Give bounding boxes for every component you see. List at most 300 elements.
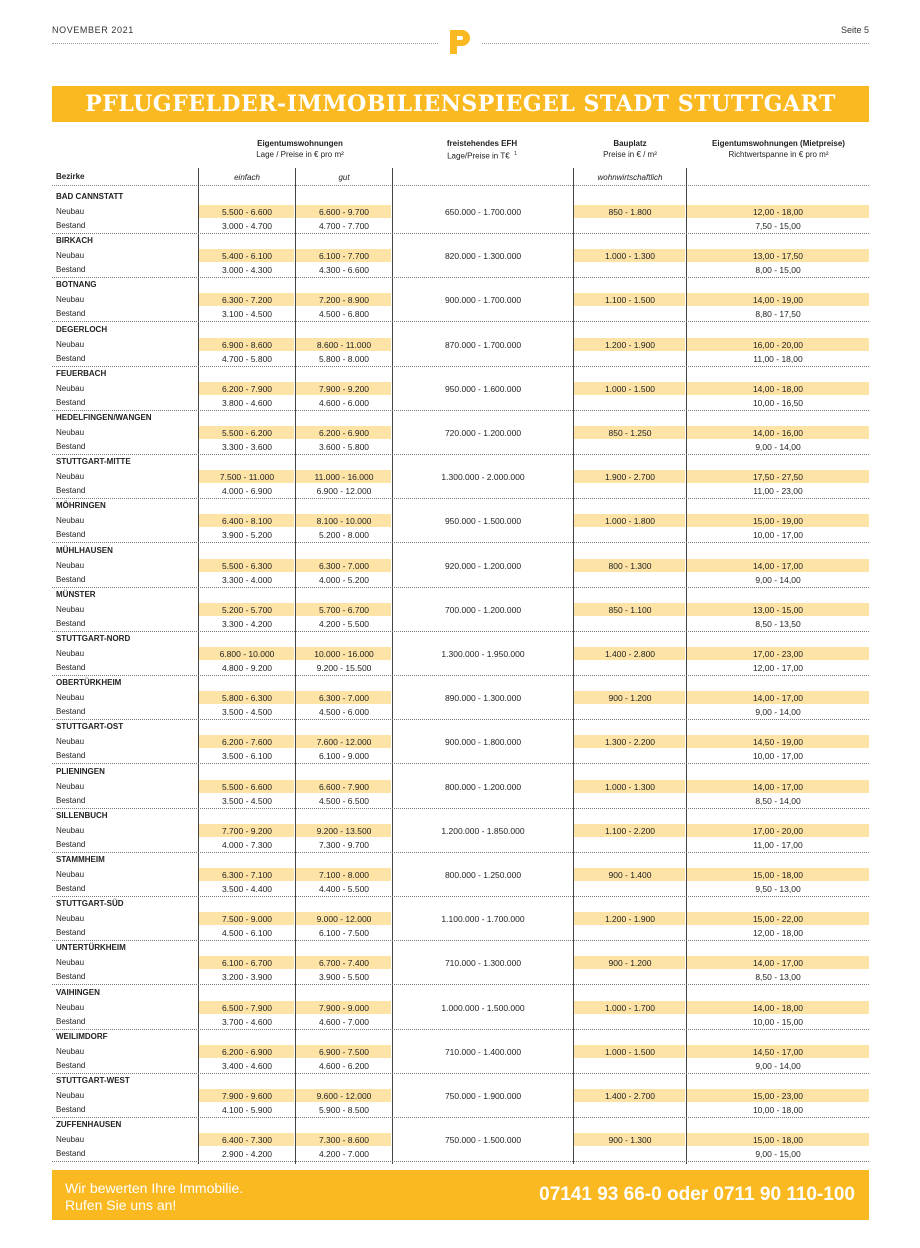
table-cell: 11,00 - 23,00 bbox=[753, 486, 803, 497]
table-row-bestand bbox=[52, 352, 869, 367]
row-label-bestand: Bestand bbox=[56, 221, 86, 230]
table-cell: 1.200 - 1.900 bbox=[604, 339, 656, 350]
row-label-bestand: Bestand bbox=[56, 839, 86, 849]
district-name: STUTTGART-WEST bbox=[56, 1076, 130, 1085]
col-header-miet-sub: Richtwertspanne in € pro m² bbox=[728, 150, 829, 159]
table-cell: 6.200 - 6.900 bbox=[318, 428, 370, 438]
district-name: FEUERBACH bbox=[56, 368, 107, 378]
table-cell: 6.900 - 7.500 bbox=[318, 1046, 370, 1057]
table-cell: 5.200 - 8.000 bbox=[318, 530, 370, 541]
table-row-bestand bbox=[52, 617, 869, 632]
table-cell: 6.800 - 10.000 bbox=[219, 649, 275, 659]
table-cell: 6.500 - 7.900 bbox=[221, 1002, 273, 1013]
table-cell: 6.100 - 7.700 bbox=[318, 251, 370, 262]
table-row-neubau bbox=[52, 1045, 869, 1059]
table-cell: 890.000 - 1.300.000 bbox=[444, 693, 522, 704]
table-row-bestand bbox=[52, 484, 869, 499]
table-cell: 3.500 - 4.500 bbox=[221, 795, 273, 806]
table-cell: 1.400 - 2.700 bbox=[604, 1091, 656, 1101]
district-name: STAMMHEIM bbox=[56, 855, 105, 864]
col-header-wohnwirtschaftlich: wohnwirtschaftlich bbox=[597, 173, 663, 182]
col-header-gut: gut bbox=[338, 173, 350, 182]
table-cell: 1.000 - 1.700 bbox=[604, 1002, 656, 1013]
district-block bbox=[52, 941, 869, 985]
table-row-neubau bbox=[52, 603, 869, 617]
district-block bbox=[52, 676, 869, 720]
table-cell: 9.200 - 15.500 bbox=[316, 663, 372, 673]
table-cell: 9.600 - 12.000 bbox=[316, 1091, 372, 1101]
table-cell: 7.600 - 12.000 bbox=[316, 737, 372, 748]
table-row-bestand bbox=[52, 970, 869, 985]
district-block bbox=[52, 278, 869, 322]
table-cell: 4.000 - 5.200 bbox=[318, 574, 370, 585]
row-label-bestand: Bestand bbox=[56, 884, 86, 893]
row-label-neubau: Neubau bbox=[56, 781, 85, 791]
row-label-bestand: Bestand bbox=[56, 265, 86, 275]
table-cell: 4.500 - 6.500 bbox=[318, 795, 370, 806]
table-cell: 850 - 1.250 bbox=[608, 428, 652, 438]
table-cell: 9,00 - 14,00 bbox=[755, 574, 801, 585]
table-cell: 7.700 - 9.200 bbox=[221, 825, 273, 836]
table-cell: 14,00 - 18,00 bbox=[752, 1002, 804, 1013]
table-cell: 6.100 - 7.500 bbox=[318, 928, 370, 939]
table-row-neubau bbox=[52, 824, 869, 838]
table-cell: 11,00 - 17,00 bbox=[753, 839, 803, 850]
table-row-bestand bbox=[52, 705, 869, 720]
table-row-neubau bbox=[52, 780, 869, 794]
table-cell: 950.000 - 1.500.000 bbox=[444, 516, 522, 527]
district-name: MÖHRINGEN bbox=[56, 501, 106, 511]
row-label-bestand: Bestand bbox=[56, 1016, 86, 1026]
table-cell: 900.000 - 1.800.000 bbox=[444, 737, 522, 748]
table-cell: 3.900 - 5.200 bbox=[221, 530, 273, 541]
table-cell: 1.000 - 1.300 bbox=[604, 251, 656, 262]
table-cell: 6.200 - 6.900 bbox=[221, 1046, 273, 1057]
table-cell: 15,00 - 23,00 bbox=[752, 1091, 804, 1101]
table-cell: 3.800 - 4.600 bbox=[221, 397, 273, 408]
header-page-number: Seite 5 bbox=[840, 25, 869, 35]
table-cell: 3.300 - 3.600 bbox=[221, 442, 273, 452]
table-cell: 4.000 - 6.900 bbox=[221, 486, 273, 497]
district-block bbox=[52, 499, 869, 543]
table-cell: 6.900 - 12.000 bbox=[316, 486, 372, 497]
row-label-bestand: Bestand bbox=[56, 928, 86, 938]
table-cell: 14,00 - 17,00 bbox=[752, 693, 804, 704]
table-row-bestand bbox=[52, 1103, 869, 1118]
row-label-bestand: Bestand bbox=[56, 574, 86, 584]
row-label-bestand: Bestand bbox=[56, 795, 86, 805]
table-cell: 3.000 - 4.700 bbox=[221, 221, 273, 231]
col-header-miet bbox=[688, 138, 869, 160]
table-cell: 8.600 - 11.000 bbox=[316, 339, 372, 350]
row-label-neubau: Neubau bbox=[56, 1046, 85, 1056]
district-block bbox=[52, 765, 869, 809]
table-cell: 5.900 - 8.500 bbox=[318, 1105, 370, 1115]
table-cell: 3.500 - 4.400 bbox=[221, 884, 273, 894]
table-cell: 6.700 - 7.400 bbox=[318, 958, 370, 969]
table-cell: 5.800 - 8.000 bbox=[318, 353, 370, 364]
col-header-bau-sub: Preise in € / m² bbox=[603, 150, 657, 159]
table-cell: 3.300 - 4.200 bbox=[221, 618, 273, 629]
table-cell: 5.500 - 6.600 bbox=[221, 781, 273, 792]
row-label-neubau: Neubau bbox=[56, 560, 85, 570]
table-cell: 11.000 - 16.000 bbox=[314, 472, 374, 483]
table-cell: 4.300 - 6.600 bbox=[318, 265, 370, 276]
district-block bbox=[52, 367, 869, 411]
table-cell: 7.900 - 9.200 bbox=[318, 383, 370, 394]
table-cell: 3.900 - 5.500 bbox=[318, 972, 370, 983]
col-header-etw-sub: Lage / Preise in € pro m² bbox=[256, 150, 344, 159]
row-label-neubau: Neubau bbox=[56, 825, 85, 835]
page-title: PFLUGFELDER-IMMOBILIENSPIEGEL STADT STUTTGART bbox=[85, 91, 836, 117]
row-label-bestand: Bestand bbox=[56, 353, 86, 363]
table-row-bestand bbox=[52, 661, 869, 676]
table-cell: 950.000 - 1.600.000 bbox=[444, 383, 522, 394]
table-cell: 4.700 - 5.800 bbox=[221, 353, 273, 364]
table-cell: 9,50 - 13,00 bbox=[755, 884, 801, 894]
col-header-bezirke: Bezirke bbox=[56, 172, 85, 181]
district-name: BIRKACH bbox=[56, 236, 93, 246]
table-cell: 12,00 - 18,00 bbox=[752, 207, 804, 217]
table-row-neubau bbox=[52, 559, 869, 573]
table-cell: 7.500 - 9.000 bbox=[221, 914, 273, 925]
row-label-neubau: Neubau bbox=[56, 649, 85, 658]
table-cell: 13,00 - 17,50 bbox=[752, 251, 804, 262]
table-cell: 2.900 - 4.200 bbox=[221, 1149, 273, 1160]
table-row-bestand bbox=[52, 1015, 869, 1030]
footer-phone[interactable]: 07141 93 66-0 oder 0711 90 110-100 bbox=[539, 1184, 855, 1205]
table-cell: 6.300 - 7.200 bbox=[221, 295, 273, 306]
table-row-neubau bbox=[52, 249, 869, 263]
table-row-neubau bbox=[52, 956, 869, 970]
table-cell: 4.500 - 6.000 bbox=[318, 707, 370, 718]
row-label-bestand: Bestand bbox=[56, 530, 86, 540]
table-row-bestand bbox=[52, 396, 869, 411]
district-name: VAIHINGEN bbox=[56, 987, 100, 997]
table-cell: 4.000 - 7.300 bbox=[221, 839, 273, 850]
row-label-neubau: Neubau bbox=[56, 870, 85, 879]
pflugfelder-logo-icon bbox=[447, 28, 473, 56]
row-label-bestand: Bestand bbox=[56, 442, 86, 451]
table-cell: 9,00 - 14,00 bbox=[755, 442, 801, 452]
table-cell: 7.300 - 8.600 bbox=[318, 1135, 370, 1146]
table-row-bestand bbox=[52, 926, 869, 941]
table-cell: 750.000 - 1.500.000 bbox=[444, 1135, 522, 1146]
table-cell: 900 - 1.200 bbox=[608, 693, 652, 704]
col-header-efh-title: freistehendes EFH bbox=[446, 139, 518, 148]
district-name: SILLENBUCH bbox=[56, 810, 108, 820]
table-cell: 15,00 - 19,00 bbox=[752, 516, 804, 527]
table-cell: 800.000 - 1.250.000 bbox=[444, 870, 522, 880]
table-cell: 9,00 - 14,00 bbox=[755, 1060, 801, 1071]
table-cell: 9,00 - 15,00 bbox=[755, 1149, 801, 1160]
row-label-bestand: Bestand bbox=[56, 1060, 86, 1070]
table-cell: 10,00 - 17,00 bbox=[752, 751, 804, 762]
district-block bbox=[52, 588, 869, 632]
table-cell: 7.900 - 9.600 bbox=[221, 1091, 273, 1101]
table-cell: 700.000 - 1.200.000 bbox=[444, 604, 522, 615]
table-cell: 4.600 - 7.000 bbox=[318, 1016, 370, 1027]
district-name: WEILIMDORF bbox=[56, 1031, 108, 1041]
row-label-neubau: Neubau bbox=[56, 251, 85, 261]
table-cell: 6.200 - 7.900 bbox=[221, 383, 273, 394]
table-cell: 7.900 - 9.000 bbox=[318, 1002, 370, 1013]
row-label-neubau: Neubau bbox=[56, 383, 85, 393]
table-cell: 1.300.000 - 2.000.000 bbox=[441, 472, 525, 483]
table-cell: 3.000 - 4.300 bbox=[221, 265, 273, 276]
row-label-neubau: Neubau bbox=[56, 604, 85, 614]
table-cell: 1.900 - 2.700 bbox=[604, 472, 656, 483]
row-label-bestand: Bestand bbox=[56, 486, 86, 496]
district-name: HEDELFINGEN/WANGEN bbox=[56, 413, 152, 422]
table-cell: 8,50 - 14,00 bbox=[755, 795, 801, 806]
col-header-efh bbox=[394, 138, 570, 162]
col-header-efh-sub: Lage/Preise in T€ bbox=[447, 151, 510, 161]
district-block bbox=[52, 323, 869, 367]
district-name: STUTTGART-SÜD bbox=[56, 899, 124, 909]
table-cell: 6.200 - 7.600 bbox=[221, 737, 273, 748]
price-table bbox=[52, 134, 869, 1164]
table-cell: 14,00 - 16,00 bbox=[752, 428, 804, 438]
table-cell: 1.200.000 - 1.850.000 bbox=[441, 825, 525, 836]
table-cell: 6.300 - 7.000 bbox=[318, 560, 370, 571]
table-cell: 1.200 - 1.900 bbox=[604, 914, 656, 925]
table-row-bestand bbox=[52, 749, 869, 764]
table-cell: 1.100.000 - 1.700.000 bbox=[441, 914, 525, 925]
district-block bbox=[52, 853, 869, 897]
district-name: BAD CANNSTATT bbox=[56, 192, 124, 201]
row-label-bestand: Bestand bbox=[56, 397, 86, 407]
table-cell: 5.400 - 6.100 bbox=[221, 251, 273, 262]
table-cell: 6.100 - 9.000 bbox=[318, 751, 370, 762]
table-row-neubau bbox=[52, 470, 869, 484]
row-label-neubau: Neubau bbox=[56, 737, 85, 747]
district-block bbox=[52, 720, 869, 764]
table-row-bestand bbox=[52, 573, 869, 588]
table-cell: 4.600 - 6.000 bbox=[318, 397, 370, 408]
table-cell: 10.000 - 16.000 bbox=[314, 649, 374, 659]
table-cell: 1.100 - 2.200 bbox=[604, 825, 656, 836]
table-row-neubau bbox=[52, 1001, 869, 1015]
row-label-bestand: Bestand bbox=[56, 1149, 86, 1159]
row-label-bestand: Bestand bbox=[56, 1105, 86, 1114]
row-label-neubau: Neubau bbox=[56, 693, 85, 703]
table-row-bestand bbox=[52, 1147, 869, 1162]
table-cell: 8,50 - 13,00 bbox=[755, 972, 801, 983]
table-row-neubau bbox=[52, 293, 869, 307]
table-cell: 3.200 - 3.900 bbox=[221, 972, 273, 983]
table-row-neubau bbox=[52, 691, 869, 705]
table-cell: 8,50 - 13,50 bbox=[755, 618, 801, 629]
col-header-etw-title: Eigentumswohnungen bbox=[257, 139, 343, 148]
district-block bbox=[52, 986, 869, 1030]
row-label-neubau: Neubau bbox=[56, 295, 85, 305]
table-cell: 800 - 1.300 bbox=[608, 560, 652, 571]
table-cell: 14,00 - 18,00 bbox=[752, 383, 804, 394]
table-cell: 3.300 - 4.000 bbox=[221, 574, 273, 585]
table-row-neubau bbox=[52, 426, 869, 440]
table-cell: 6.600 - 7.900 bbox=[318, 781, 370, 792]
row-label-neubau: Neubau bbox=[56, 1002, 85, 1012]
table-cell: 15,00 - 18,00 bbox=[752, 870, 804, 880]
table-cell: 1.300 - 2.200 bbox=[604, 737, 656, 748]
table-cell: 14,00 - 19,00 bbox=[752, 295, 804, 306]
district-block bbox=[52, 632, 869, 676]
table-cell: 10,00 - 15,00 bbox=[752, 1016, 804, 1027]
col-header-miet-title: Eigentumswohnungen (Mietpreise) bbox=[712, 139, 845, 148]
row-label-neubau: Neubau bbox=[56, 339, 85, 349]
row-label-bestand: Bestand bbox=[56, 972, 86, 982]
table-cell: 15,00 - 22,00 bbox=[752, 914, 804, 925]
table-cell: 14,00 - 17,00 bbox=[752, 958, 804, 969]
table-cell: 14,00 - 17,00 bbox=[752, 560, 804, 571]
table-cell: 8.100 - 10.000 bbox=[316, 516, 372, 527]
table-cell: 7.500 - 11.000 bbox=[219, 472, 275, 483]
table-cell: 14,00 - 17,00 bbox=[752, 781, 804, 792]
table-cell: 1.000 - 1.300 bbox=[604, 781, 656, 792]
table-cell: 7.200 - 8.900 bbox=[318, 295, 370, 306]
table-row-neubau bbox=[52, 912, 869, 926]
table-cell: 3.400 - 4.600 bbox=[221, 1060, 273, 1071]
table-row-neubau bbox=[52, 735, 869, 749]
table-cell: 10,00 - 16,50 bbox=[752, 397, 804, 408]
table-row-bestand bbox=[52, 440, 869, 455]
col-header-bau bbox=[574, 138, 686, 160]
col-header-efh-sup: 1 bbox=[514, 151, 517, 157]
table-cell: 3.100 - 4.500 bbox=[221, 309, 273, 320]
header-rule-left bbox=[52, 43, 438, 44]
table-cell: 750.000 - 1.900.000 bbox=[444, 1091, 522, 1101]
table-cell: 850 - 1.100 bbox=[608, 604, 652, 615]
row-label-neubau: Neubau bbox=[56, 958, 85, 968]
district-name: STUTTGART-OST bbox=[56, 722, 124, 732]
table-cell: 3.500 - 4.500 bbox=[221, 707, 273, 718]
row-label-bestand: Bestand bbox=[56, 309, 86, 319]
district-name: ZUFFENHAUSEN bbox=[56, 1120, 122, 1130]
row-label-bestand: Bestand bbox=[56, 707, 86, 717]
table-cell: 870.000 - 1.700.000 bbox=[444, 339, 522, 350]
header-month: NOVEMBER 2021 bbox=[52, 25, 134, 35]
table-cell: 6.400 - 7.300 bbox=[221, 1135, 273, 1146]
col-header-etw bbox=[202, 138, 398, 160]
table-cell: 9,00 - 14,00 bbox=[755, 707, 801, 718]
row-label-neubau: Neubau bbox=[56, 428, 85, 437]
table-cell: 4.400 - 5.500 bbox=[318, 884, 370, 894]
row-label-neubau: Neubau bbox=[56, 1091, 85, 1100]
table-cell: 900 - 1.400 bbox=[608, 870, 652, 880]
district-name: DEGERLOCH bbox=[56, 324, 108, 334]
footer-line-2: Rufen Sie uns an! bbox=[65, 1197, 177, 1213]
table-cell: 10,00 - 17,00 bbox=[752, 530, 804, 541]
table-row-neubau bbox=[52, 382, 869, 396]
footer-bar bbox=[52, 1170, 869, 1220]
district-block bbox=[52, 1118, 869, 1162]
table-cell: 3.500 - 6.100 bbox=[221, 751, 273, 762]
table-cell: 820.000 - 1.300.000 bbox=[444, 251, 522, 262]
header-rule-right bbox=[482, 43, 869, 44]
row-label-bestand: Bestand bbox=[56, 663, 86, 672]
table-cell: 1.300.000 - 1.950.000 bbox=[441, 649, 525, 659]
table-cell: 900 - 1.200 bbox=[608, 958, 652, 969]
table-cell: 1.400 - 2.800 bbox=[604, 649, 656, 659]
row-label-neubau: Neubau bbox=[56, 914, 85, 924]
district-block bbox=[52, 455, 869, 499]
table-cell: 850 - 1.800 bbox=[608, 207, 652, 217]
table-row-neubau bbox=[52, 338, 869, 352]
table-cell: 13,00 - 15,00 bbox=[752, 604, 804, 615]
table-cell: 710.000 - 1.400.000 bbox=[444, 1046, 522, 1057]
district-name: MÜNSTER bbox=[56, 589, 96, 599]
table-cell: 6.900 - 8.600 bbox=[221, 339, 273, 350]
row-label-neubau: Neubau bbox=[56, 1135, 85, 1145]
footer-line-1: Wir bewerten Ihre Immobilie. bbox=[65, 1180, 244, 1196]
table-cell: 3.600 - 5.800 bbox=[318, 442, 370, 452]
table-cell: 14,50 - 19,00 bbox=[752, 737, 804, 748]
district-block bbox=[52, 1030, 869, 1074]
table-cell: 17,50 - 27,50 bbox=[752, 472, 804, 483]
district-name: OBERTÜRKHEIM bbox=[56, 678, 122, 688]
table-row-neubau bbox=[52, 514, 869, 528]
table-cell: 4.800 - 9.200 bbox=[221, 663, 273, 673]
col-header-bau-title: Bauplatz bbox=[613, 139, 647, 148]
table-cell: 6.300 - 7.000 bbox=[318, 693, 370, 704]
row-label-neubau: Neubau bbox=[56, 472, 85, 482]
table-cell: 15,00 - 18,00 bbox=[752, 1135, 804, 1146]
table-row-bestand bbox=[52, 882, 869, 897]
table-cell: 10,00 - 18,00 bbox=[752, 1105, 804, 1115]
table-cell: 16,00 - 20,00 bbox=[752, 339, 804, 350]
district-block bbox=[52, 897, 869, 941]
district-block bbox=[52, 411, 869, 455]
table-cell: 710.000 - 1.300.000 bbox=[444, 958, 522, 969]
table-cell: 1.000 - 1.800 bbox=[604, 516, 656, 527]
table-cell: 6.100 - 6.700 bbox=[221, 958, 273, 969]
row-label-bestand: Bestand bbox=[56, 618, 86, 628]
district-block bbox=[52, 544, 869, 588]
table-row-bestand bbox=[52, 528, 869, 543]
table-cell: 6.600 - 9.700 bbox=[318, 207, 370, 217]
table-cell: 17,00 - 20,00 bbox=[752, 825, 804, 836]
table-cell: 650.000 - 1.700.000 bbox=[444, 207, 522, 217]
district-block bbox=[52, 1074, 869, 1118]
table-cell: 4.700 - 7.700 bbox=[318, 221, 370, 231]
table-row-bestand bbox=[52, 794, 869, 809]
table-cell: 14,50 - 17,00 bbox=[752, 1046, 804, 1057]
table-row-neubau bbox=[52, 868, 869, 882]
table-cell: 1.000.000 - 1.500.000 bbox=[441, 1002, 525, 1013]
table-cell: 4.100 - 5.900 bbox=[221, 1105, 273, 1115]
district-block bbox=[52, 809, 869, 853]
col-header-einfach: einfach bbox=[234, 173, 260, 182]
table-row-neubau bbox=[52, 647, 869, 661]
table-cell: 9.200 - 13.500 bbox=[316, 825, 372, 836]
table-row-neubau bbox=[52, 205, 869, 219]
district-block bbox=[52, 190, 869, 234]
table-cell: 4.600 - 6.200 bbox=[318, 1060, 370, 1071]
table-row-neubau bbox=[52, 1133, 869, 1147]
row-label-neubau: Neubau bbox=[56, 207, 85, 216]
table-cell: 5.500 - 6.600 bbox=[221, 207, 273, 217]
district-name: UNTERTÜRKHEIM bbox=[56, 943, 126, 953]
row-label-bestand: Bestand bbox=[56, 751, 86, 761]
table-cell: 7,50 - 15,00 bbox=[755, 221, 801, 231]
table-cell: 1.000 - 1.500 bbox=[604, 1046, 656, 1057]
table-cell: 4.500 - 6.100 bbox=[221, 928, 273, 939]
table-cell: 920.000 - 1.200.000 bbox=[444, 560, 522, 571]
table-cell: 7.100 - 8.000 bbox=[318, 870, 370, 880]
table-cell: 5.700 - 6.700 bbox=[318, 604, 370, 615]
table-row-neubau bbox=[52, 1089, 869, 1103]
